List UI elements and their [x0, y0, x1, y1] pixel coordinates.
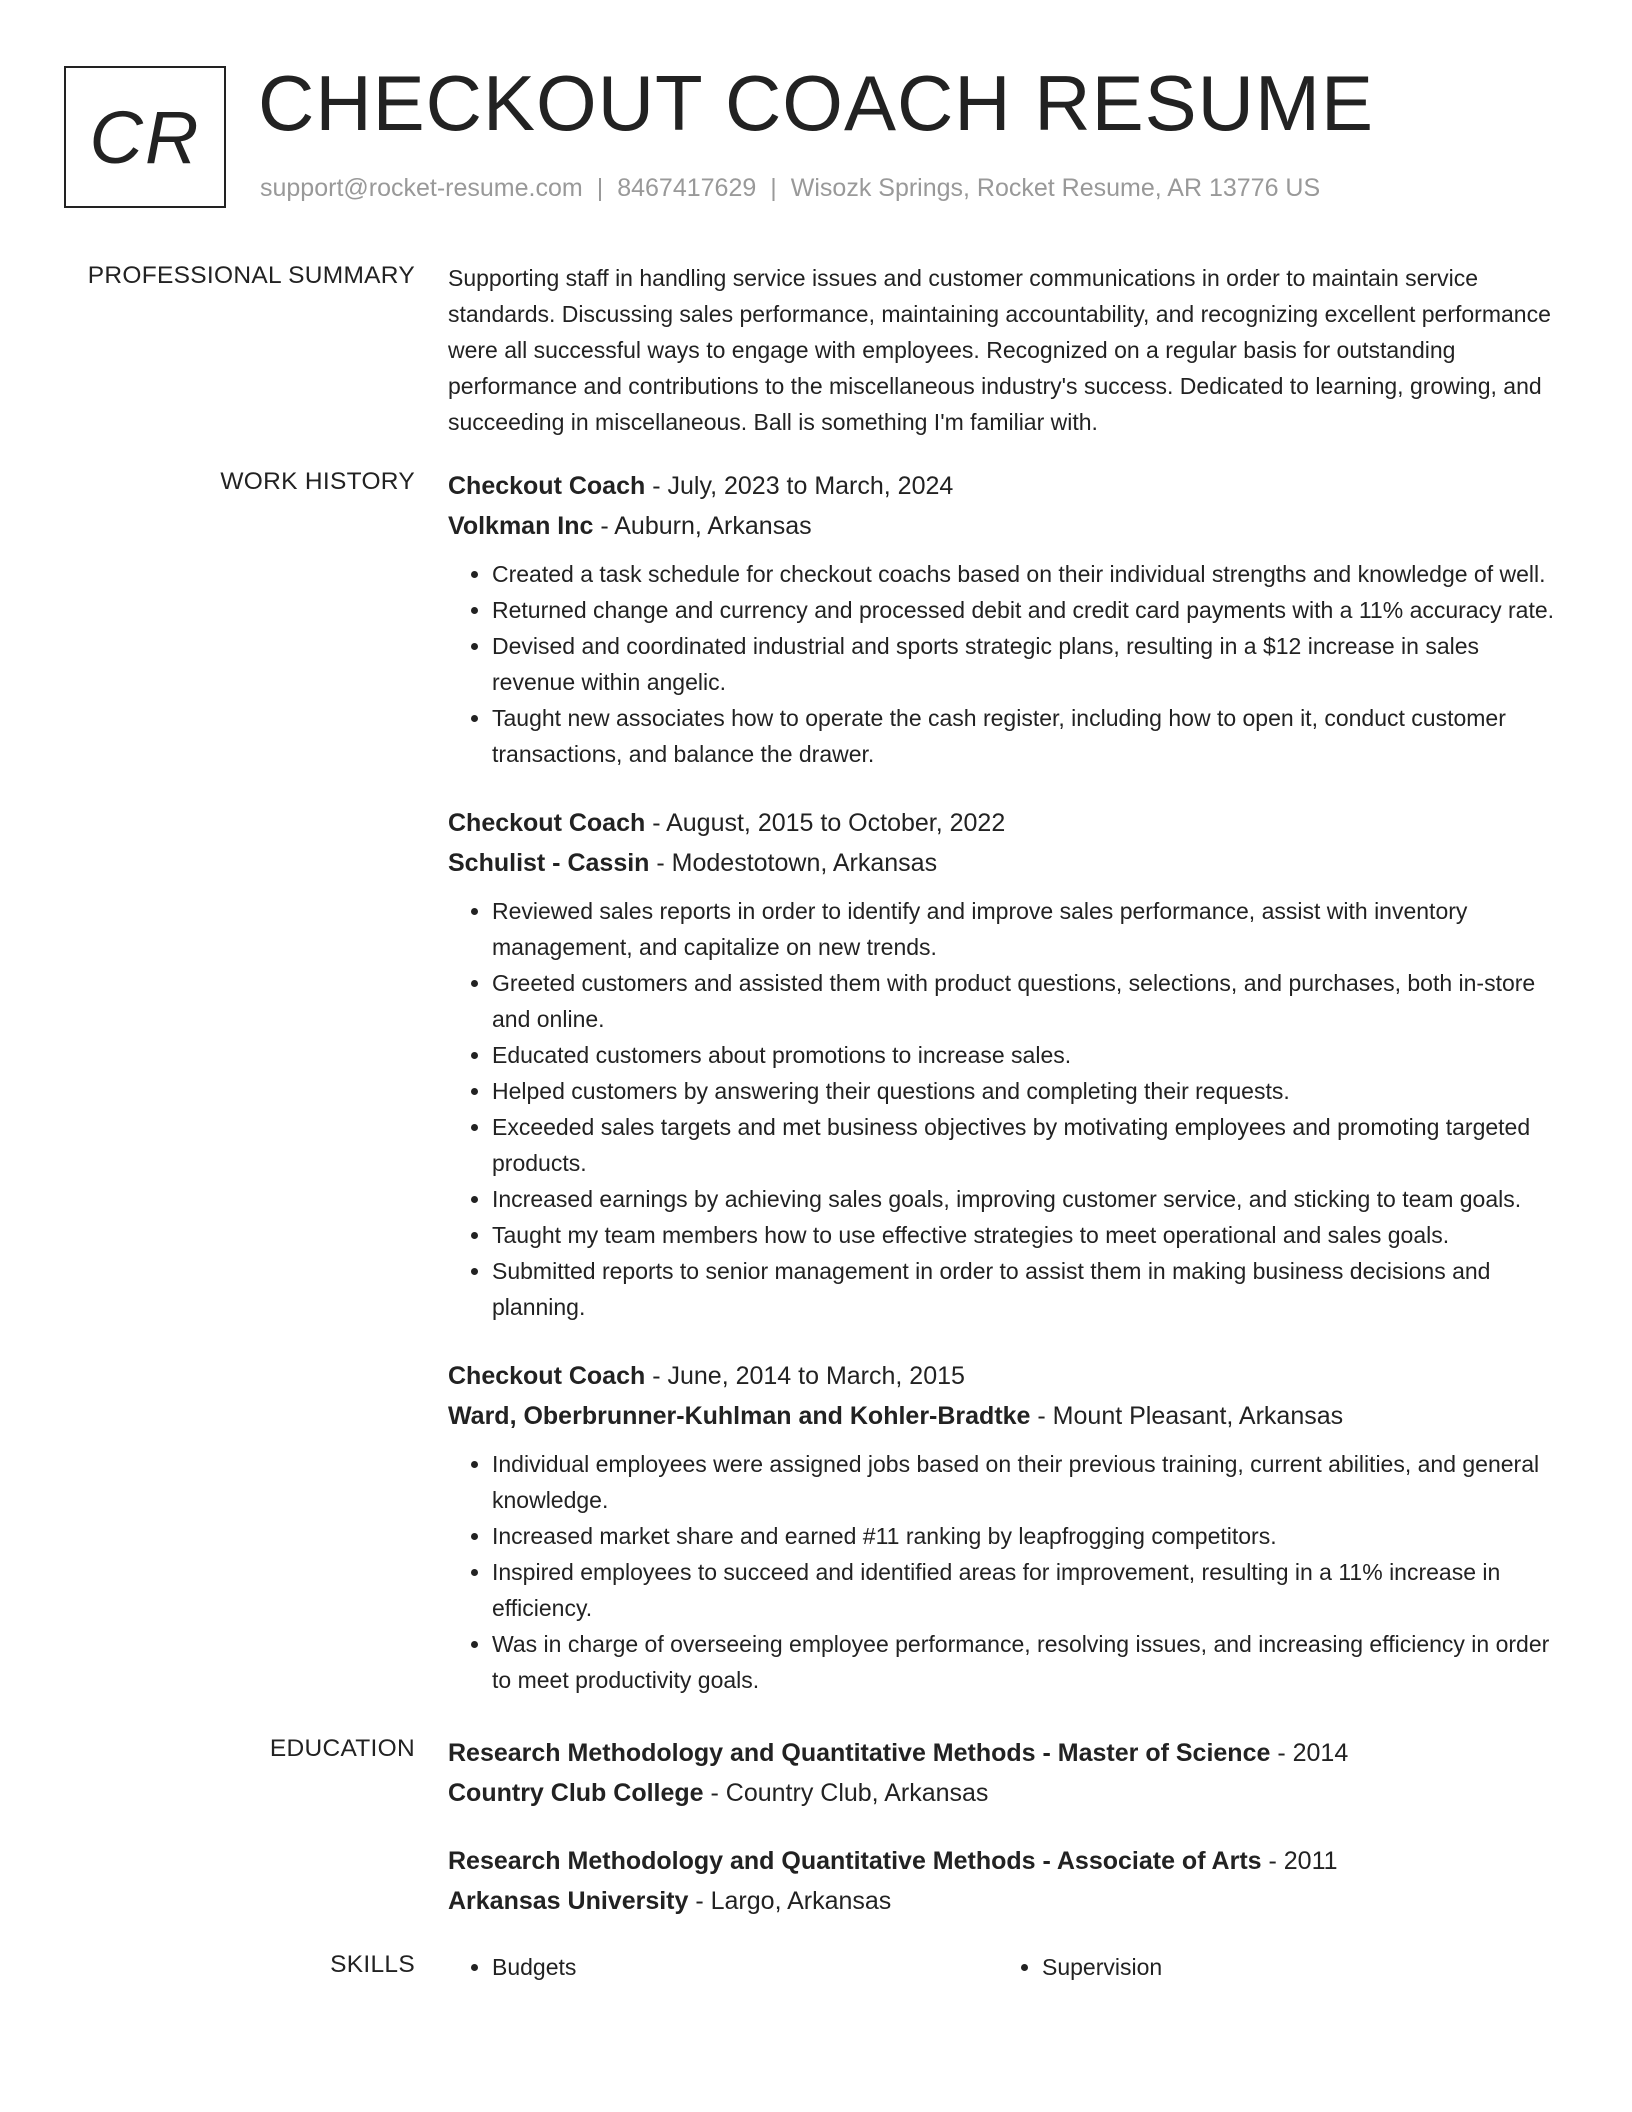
work-history-body: [448, 466, 1568, 1729]
skills-list-right: [998, 1949, 1548, 1985]
resume-content: [0, 260, 1632, 1985]
summary-body: [448, 260, 1568, 440]
job-title: Checkout Coach: [448, 809, 646, 837]
list-item: • Taught new associates how to operate the cash register, including how to open it, conduct customer transactions, and balance the drawer.: [492, 700, 1568, 772]
education-degree-line: [448, 1841, 1568, 1881]
list-item: • Exceeded sales targets and met business objectives by motivating employees and promoting targeted products.: [492, 1109, 1568, 1181]
job-company-line: [448, 843, 1568, 883]
education-year: - 2011: [1261, 1847, 1338, 1875]
job-entry: [448, 1356, 1568, 1698]
list-item: • Individual employees were assigned jobs based on their previous training, current abilities, and general knowledge.: [492, 1446, 1568, 1518]
list-item: • Was in charge of overseeing employee performance, resolving issues, and increasing efficiency in order to meet productivity goals.: [492, 1626, 1568, 1698]
section-label-work-history: WORK HISTORY: [220, 468, 415, 495]
contact-line: [260, 174, 1320, 203]
page-title: CHECKOUT COACH RESUME: [258, 59, 1375, 147]
education-school: Arkansas University: [448, 1887, 689, 1915]
job-location: - Auburn, Arkansas: [593, 512, 812, 540]
contact-separator: |: [596, 174, 604, 202]
list-item: • Submitted reports to senior management in order to assist them in making business decisions and planning.: [492, 1253, 1568, 1325]
job-title-line: [448, 1356, 1568, 1396]
list-item: • Helped customers by answering their questions and completing their requests.: [492, 1073, 1568, 1109]
list-item: • Increased earnings by achieving sales goals, improving customer service, and sticking to team goals.: [492, 1181, 1568, 1217]
list-item: • Increased market share and earned #11 ranking by leapfrogging competitors.: [492, 1518, 1568, 1554]
summary-section: [0, 260, 1632, 440]
job-company-line: [448, 506, 1568, 546]
job-dates: - June, 2014 to March, 2015: [645, 1362, 965, 1390]
contact-address: Wisozk Springs, Rocket Resume, AR 13776 US: [790, 174, 1321, 202]
list-item: • Created a task schedule for checkout coachs based on their individual strengths and knowledge of well.: [492, 556, 1568, 592]
skills-list-left: [448, 1949, 998, 1985]
education-location: - Country Club, Arkansas: [703, 1779, 989, 1807]
monogram-badge: CR: [64, 66, 226, 208]
list-item: • Supervision: [1042, 1949, 1548, 1985]
job-dates: - July, 2023 to March, 2024: [645, 472, 954, 500]
job-dates: - August, 2015 to October, 2022: [645, 809, 1006, 837]
education-entry: [448, 1841, 1568, 1921]
list-item: • Budgets: [492, 1949, 998, 1985]
job-company: Volkman Inc: [448, 512, 594, 540]
work-history-section: [0, 466, 1632, 1729]
list-item: • Returned change and currency and processed debit and credit card payments with a 11% accuracy rate.: [492, 592, 1568, 628]
job-company-line: [448, 1396, 1568, 1436]
education-location: - Largo, Arkansas: [688, 1887, 892, 1915]
job-title: Checkout Coach: [448, 1362, 646, 1390]
education-school-line: [448, 1881, 1568, 1921]
contact-email: support@rocket-resume.com: [260, 174, 583, 202]
job-company: Schulist - Cassin: [448, 849, 650, 877]
education-degree: Research Methodology and Quantitative Methods - Master of Science: [448, 1739, 1271, 1767]
contact-phone: 8467417629: [617, 174, 757, 202]
skills-body: [448, 1949, 1568, 1985]
job-bullets: [448, 556, 1568, 772]
job-entry: [448, 466, 1568, 772]
education-school: Country Club College: [448, 1779, 704, 1807]
job-title-line: [448, 803, 1568, 843]
list-item: • Greeted customers and assisted them with product questions, selections, and purchases, both in-store and online.: [492, 965, 1568, 1037]
education-body: [448, 1733, 1568, 1949]
job-bullets: [448, 1446, 1568, 1698]
job-title-line: [448, 466, 1568, 506]
job-bullets: [448, 893, 1568, 1325]
job-location: - Modestotown, Arkansas: [649, 849, 938, 877]
education-degree-line: [448, 1733, 1568, 1773]
list-item: • Inspired employees to succeed and identified areas for improvement, resulting in a 11% increase in efficiency.: [492, 1554, 1568, 1626]
list-item: • Educated customers about promotions to increase sales.: [492, 1037, 1568, 1073]
education-school-line: [448, 1773, 1568, 1813]
section-label-skills: SKILLS: [330, 1951, 415, 1978]
job-company: Ward, Oberbrunner-Kuhlman and Kohler-Bradtke: [448, 1402, 1031, 1430]
list-item: • Taught my team members how to use effective strategies to meet operational and sales goals.: [492, 1217, 1568, 1253]
education-degree: Research Methodology and Quantitative Methods - Associate of Arts: [448, 1847, 1262, 1875]
section-label-education: EDUCATION: [269, 1735, 415, 1762]
education-section: [0, 1733, 1632, 1949]
skills-section: [0, 1949, 1632, 1985]
summary-text: Supporting staff in handling service issues and customer communications in order to maintain service standards. Discussing sales performance, maintaining accountability, and recognizing excellent performance were all successful ways to engage with employees. Recognized on a regular basis for outstanding performance and contributions to the miscellaneous industry's success. Dedicated to learning, growing, and succeeding in miscellaneous. Ball is something I'm familiar with.: [448, 265, 1551, 435]
section-label-summary: PROFESSIONAL SUMMARY: [87, 262, 415, 289]
job-title: Checkout Coach: [448, 472, 646, 500]
list-item: • Devised and coordinated industrial and sports strategic plans, resulting in a $12 increase in sales revenue within angelic.: [492, 628, 1568, 700]
education-entry: [448, 1733, 1568, 1813]
job-location: - Mount Pleasant, Arkansas: [1030, 1402, 1344, 1430]
education-year: - 2014: [1270, 1739, 1349, 1767]
list-item: • Reviewed sales reports in order to identify and improve sales performance, assist with inventory management, and capitalize on new trends.: [492, 893, 1568, 965]
job-entry: [448, 803, 1568, 1325]
contact-separator: |: [770, 174, 777, 202]
